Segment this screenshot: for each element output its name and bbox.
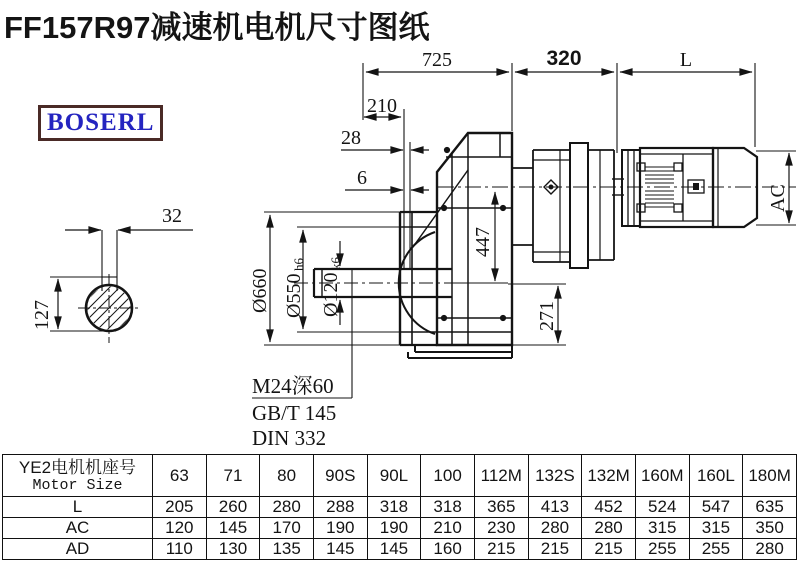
dim-127: 127 [31,300,53,330]
cell: 215 [582,539,636,560]
motor-size-table [2,454,797,560]
dim-210: 210 [367,95,397,117]
dim-120-tol: k6 [328,257,343,270]
boserl-logo: BOSERL [38,105,163,141]
cell: 110 [153,539,207,560]
cell: 318 [367,497,421,518]
motor-size-header-en: Motor Size [32,476,123,494]
dim-6: 6 [357,167,367,189]
cell: 170 [260,518,314,539]
dim-550-tol: h6 [291,258,306,271]
cell: 280 [528,518,582,539]
row-label: L [3,497,153,518]
cell: 280 [582,518,636,539]
cell: 190 [367,518,421,539]
col-header: 180M [743,455,797,497]
note-thread: M24深60 [252,374,334,398]
cell: 205 [153,497,207,518]
dim-320: 320 [546,47,582,70]
cell: 288 [313,497,367,518]
dim-447: 447 [472,227,494,257]
note-gb: GB/T 145 [252,401,337,425]
cell: 215 [528,539,582,560]
cell: 280 [260,497,314,518]
table-header-row [3,455,797,497]
cell: 452 [582,497,636,518]
table-row [3,518,797,539]
col-header: 100 [421,455,475,497]
motor-size-header [3,455,153,497]
cell: 215 [474,539,528,560]
cell: 145 [206,518,260,539]
row-label: AC [3,518,153,539]
dim-120: Ø120 [320,272,342,317]
cell: 315 [635,518,689,539]
cell: 635 [743,497,797,518]
cell: 145 [313,539,367,560]
cell: 255 [635,539,689,560]
cell: 524 [635,497,689,518]
table-row [3,497,797,518]
dim-660: Ø660 [249,268,271,313]
col-header: 160L [689,455,743,497]
cell: 365 [474,497,528,518]
cell: 160 [421,539,475,560]
cell: 547 [689,497,743,518]
dim-550: Ø550 [283,273,305,318]
dim-28: 28 [341,127,361,149]
input-adapter [512,143,624,268]
col-header: 112M [474,455,528,497]
col-header: 80 [260,455,314,497]
cell: 315 [689,518,743,539]
col-header: 160M [635,455,689,497]
col-header: 63 [153,455,207,497]
col-header: 90L [367,455,421,497]
cell: 280 [743,539,797,560]
col-header: 132S [528,455,582,497]
cell: 350 [743,518,797,539]
dim-L: L [679,49,693,71]
row-label: AD [3,539,153,560]
dim-271: 271 [536,301,558,331]
motor-size-header-cn: YE2电机机座号 [18,457,137,477]
table-row [3,539,797,560]
cell: 260 [206,497,260,518]
cell: 230 [474,518,528,539]
cell: 145 [367,539,421,560]
dim-AC: AC [767,184,789,212]
col-header: 132M [582,455,636,497]
cell: 413 [528,497,582,518]
cell: 120 [153,518,207,539]
cell: 210 [421,518,475,539]
page-title: FF157R97减速机电机尺寸图纸 [4,10,430,45]
cell: 255 [689,539,743,560]
note-din: DIN 332 [252,426,327,450]
dim-32: 32 [162,205,182,227]
col-header: 71 [206,455,260,497]
gearbox-housing [408,133,512,358]
cell: 135 [260,539,314,560]
col-header: 90S [313,455,367,497]
cell: 190 [313,518,367,539]
cell: 318 [421,497,475,518]
cell: 130 [206,539,260,560]
dim-725: 725 [422,49,452,71]
